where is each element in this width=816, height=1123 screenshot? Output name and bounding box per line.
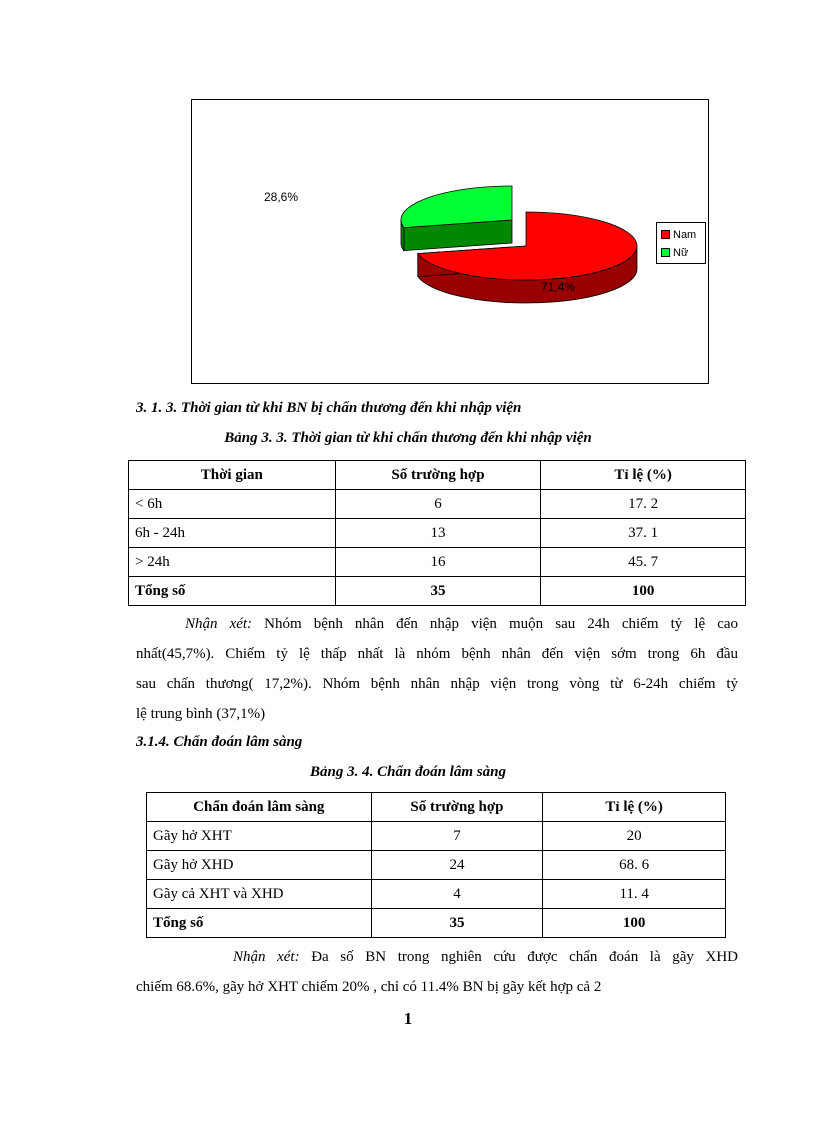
table-header-cell: Tỉ lệ (%) — [541, 461, 746, 490]
comment-paragraph-2 — [136, 942, 738, 1002]
table-header-cell: Tỉ lệ (%) — [543, 793, 726, 822]
table-cell: < 6h — [129, 490, 336, 519]
table-row — [129, 548, 746, 577]
table-caption-33: Bảng 3. 3. Thời gian từ khi chấn thương đến khi nhập viện — [224, 430, 592, 446]
table-cell: 45. 7 — [541, 548, 746, 577]
paragraph-line: chiếm 68.6%, gãy hở XHT chiếm 20% , chỉ có 11.4% BN bị gãy kết hợp cả 2 — [136, 979, 602, 995]
data-label-nu: 28,6% — [264, 190, 299, 204]
table-header-row — [147, 793, 726, 822]
pie-chart — [191, 99, 709, 384]
table-cell: 4 — [371, 880, 543, 909]
table-cell: 100 — [541, 577, 746, 606]
table-cell: 11. 4 — [543, 880, 726, 909]
table-3-4 — [146, 792, 726, 938]
paragraph-line — [136, 609, 738, 639]
table-caption-34: Bảng 3. 4. Chẩn đoán lâm sàng — [310, 764, 506, 780]
table-cell: Tổng số — [129, 577, 336, 606]
table-header-row — [129, 461, 746, 490]
table-cell: Gãy hở XHT — [147, 822, 372, 851]
table-cell: 20 — [543, 822, 726, 851]
paragraph-text: Đa số BN trong nghiên cứu được chẩn đoán là gãy XHD — [311, 949, 738, 965]
table-cell: Gãy cả XHT và XHD — [147, 880, 372, 909]
legend-swatch-nu — [661, 248, 670, 257]
table-total-row — [129, 577, 746, 606]
table-cell: 6 — [335, 490, 541, 519]
table-header-cell: Số trường hợp — [371, 793, 543, 822]
table-cell: 13 — [335, 519, 541, 548]
table-header-cell: Chẩn đoán lâm sàng — [147, 793, 372, 822]
comment-paragraph-1 — [136, 609, 738, 729]
table-cell: 35 — [335, 577, 541, 606]
comment-label: Nhận xét: — [185, 616, 253, 632]
table-row — [147, 851, 726, 880]
table-cell: Tổng số — [147, 909, 372, 938]
legend-label-nam: Nam — [673, 229, 697, 241]
table-cell: 68. 6 — [543, 851, 726, 880]
chart-legend — [656, 222, 706, 264]
table-header-cell: Thời gian — [129, 461, 336, 490]
table-row — [147, 880, 726, 909]
table-total-row — [147, 909, 726, 938]
section-heading-314: 3.1.4. Chẩn đoán lâm sàng — [136, 734, 303, 750]
table-header-cell: Số trường hợp — [335, 461, 541, 490]
legend-label-nu: Nữ — [673, 247, 689, 259]
legend-item-nam — [661, 228, 696, 242]
comment-label: Nhận xét: — [233, 949, 300, 965]
table-cell: 100 — [543, 909, 726, 938]
table-cell: 6h - 24h — [129, 519, 336, 548]
legend-swatch-nam — [661, 230, 670, 239]
table-row — [129, 519, 746, 548]
table-cell: 24 — [371, 851, 543, 880]
table-cell: 35 — [371, 909, 543, 938]
paragraph-line: lệ trung bình (37,1%) — [136, 706, 266, 722]
paragraph-line: nhất(45,7%). Chiếm tỷ lệ thấp nhất là nhóm bệnh nhân đến viện sớm trong 6h đầu — [136, 646, 738, 662]
table-cell: 7 — [371, 822, 543, 851]
table-3-3 — [128, 460, 746, 606]
table-row — [129, 490, 746, 519]
table-row — [147, 822, 726, 851]
table-cell: 37. 1 — [541, 519, 746, 548]
data-label-nam: 71,4% — [541, 280, 576, 294]
table-cell: 17. 2 — [541, 490, 746, 519]
slice-nu — [401, 186, 512, 228]
pie-svg — [192, 100, 708, 383]
paragraph-text: Nhóm bệnh nhân đến nhập viện muộn sau 24h chiếm tỷ lệ cao — [264, 616, 739, 632]
legend-item-nu — [661, 246, 688, 260]
page-number: 1 — [403, 1009, 413, 1028]
table-cell: Gãy hở XHD — [147, 851, 372, 880]
table-cell: > 24h — [129, 548, 336, 577]
table-cell: 16 — [335, 548, 541, 577]
section-heading-313: 3. 1. 3. Thời gian từ khi BN bị chấn thương đến khi nhập viện — [136, 400, 522, 416]
paragraph-line: sau chấn thương( 17,2%). Nhóm bệnh nhân nhập viện trong vòng từ 6-24h chiếm tỷ — [136, 676, 738, 692]
paragraph-line — [136, 942, 738, 972]
